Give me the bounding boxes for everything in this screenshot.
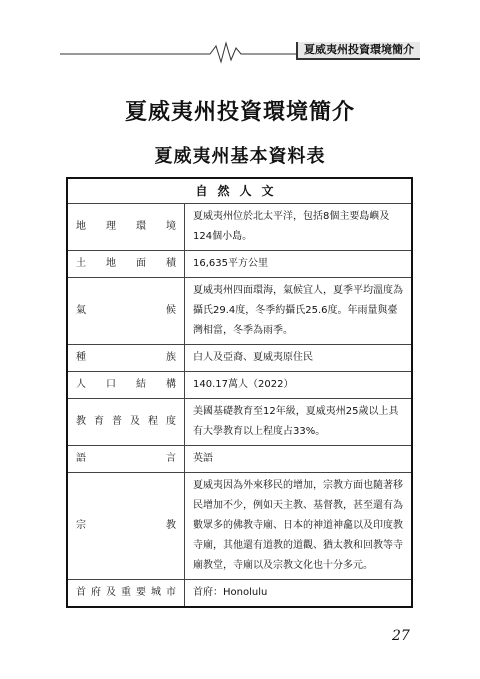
- table-title: 夏威夷州基本資料表: [154, 146, 326, 167]
- table-row: [67, 278, 412, 345]
- row-label: 種族: [67, 345, 185, 372]
- row-label: 氣候: [67, 278, 185, 345]
- header-section-label: 夏威夷州投資環境簡介: [296, 42, 420, 60]
- row-value: 英語: [185, 446, 413, 473]
- row-value: 16,635平方公里: [185, 251, 413, 278]
- heartbeat-line-icon: [60, 40, 305, 64]
- row-label: 土地面積: [67, 251, 185, 278]
- page-number: 27: [392, 628, 410, 644]
- row-value: 首府：Honolulu: [185, 580, 413, 608]
- table-heading-row: [67, 178, 412, 204]
- table-row: [67, 580, 412, 608]
- table-row: [67, 473, 412, 580]
- table-row: [67, 372, 412, 399]
- row-label: 首府及重要城市: [67, 580, 185, 608]
- row-value: 白人及亞裔、夏威夷原住民: [185, 345, 413, 372]
- row-value: 美國基礎教育至12年級，夏威夷州25歲以上具有大學教育以上程度占33%。: [185, 399, 413, 446]
- basic-info-table: [66, 177, 413, 608]
- table-row: [67, 204, 412, 251]
- row-label: 宗教: [67, 473, 185, 580]
- table-row: [67, 345, 412, 372]
- row-label: 教育普及程度: [67, 399, 185, 446]
- row-label: 人口結構: [67, 372, 185, 399]
- row-value: 140.17萬人（2022）: [185, 372, 413, 399]
- page-header: [60, 40, 420, 64]
- row-value: 夏威夷因為外來移民的增加，宗教方面也隨著移民增加不少，例如天主教、基督教，甚至還有為數眾多的佛教寺廟、日本的神道神龕以及印度教寺廟，其他還有道教的道觀、猶太教和回教等寺廟教堂，寺廟以及宗教文化也十分多元。: [185, 473, 413, 580]
- table-heading: 自然人文: [67, 178, 412, 204]
- table-row: [67, 446, 412, 473]
- row-value: 夏威夷州位於北太平洋，包括8個主要島嶼及124個小島。: [185, 204, 413, 251]
- row-label: 語言: [67, 446, 185, 473]
- row-label: 地理環境: [67, 204, 185, 251]
- table-row: [67, 399, 412, 446]
- page-title: 夏威夷州投資環境簡介: [124, 100, 355, 125]
- row-value: 夏威夷州四面環海，氣候宜人，夏季平均溫度為攝氏29.4度，冬季約攝氏25.6度。年雨量與臺灣相當，冬季為雨季。: [185, 278, 413, 345]
- table-row: [67, 251, 412, 278]
